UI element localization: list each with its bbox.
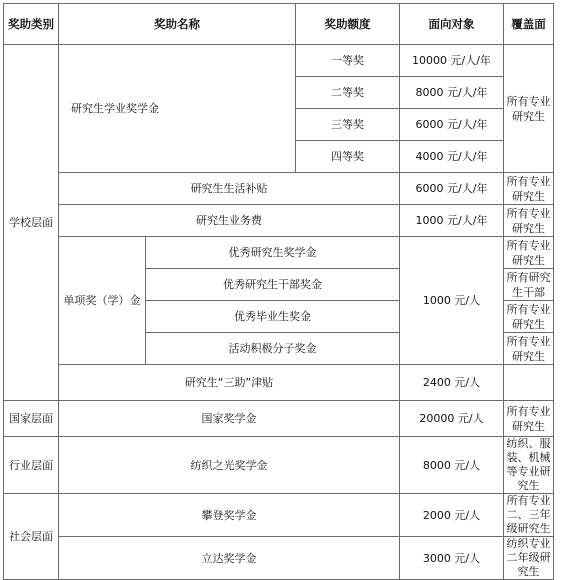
single-item-label: 优秀研究生奖学金 bbox=[146, 237, 400, 269]
national-name: 国家奖学金 bbox=[59, 401, 400, 437]
living-target: 所有专业研究生 bbox=[504, 173, 554, 205]
tier-label: 二等奖 bbox=[296, 77, 400, 109]
society-amount: 3000 元/人 bbox=[400, 537, 504, 580]
tier-amount: 8000 元/人/年 bbox=[400, 77, 504, 109]
national-amount: 20000 元/人 bbox=[400, 401, 504, 437]
tier-label: 一等奖 bbox=[296, 45, 400, 77]
service-amount: 1000 元/人/年 bbox=[400, 205, 504, 237]
society-target: 所有专业二、三年级研究生 bbox=[504, 494, 554, 537]
header-amount: 奖助额度 bbox=[296, 4, 400, 45]
society-amount: 2000 元/人 bbox=[400, 494, 504, 537]
header-category: 奖助类别 bbox=[4, 4, 59, 45]
header-coverage: 覆盖面 bbox=[504, 4, 554, 45]
academic-target: 所有专业研究生 bbox=[504, 45, 554, 173]
category-industry: 行业层面 bbox=[4, 437, 59, 494]
category-society: 社会层面 bbox=[4, 494, 59, 580]
single-award-amount: 1000 元/人 bbox=[400, 237, 504, 365]
sanzhu-target bbox=[504, 365, 554, 401]
service-target: 所有专业研究生 bbox=[504, 205, 554, 237]
header-name: 奖助名称 bbox=[59, 4, 296, 45]
service-name: 研究生业务费 bbox=[59, 205, 400, 237]
national-target: 所有专业研究生 bbox=[504, 401, 554, 437]
academic-name: 研究生学业奖学金 bbox=[59, 45, 296, 173]
single-item-label: 活动积极分子奖金 bbox=[146, 333, 400, 365]
society-name: 立达奖学金 bbox=[59, 537, 400, 580]
single-item-label: 优秀毕业生奖金 bbox=[146, 301, 400, 333]
single-item-target: 所有专业研究生 bbox=[504, 333, 554, 365]
category-school: 学校层面 bbox=[4, 45, 59, 401]
category-national: 国家层面 bbox=[4, 401, 59, 437]
living-amount: 6000 元/人/年 bbox=[400, 173, 504, 205]
industry-name: 纺织之光奖学金 bbox=[59, 437, 400, 494]
tier-amount: 4000 元/人/年 bbox=[400, 141, 504, 173]
scholarship-table bbox=[3, 3, 554, 580]
tier-amount: 6000 元/人/年 bbox=[400, 109, 504, 141]
industry-amount: 8000 元/人 bbox=[400, 437, 504, 494]
single-item-target: 所有专业研究生 bbox=[504, 301, 554, 333]
single-item-target: 所有专业研究生 bbox=[504, 237, 554, 269]
living-name: 研究生生活补贴 bbox=[59, 173, 400, 205]
industry-target: 纺织、服装、机械等专业研究生 bbox=[504, 437, 554, 494]
tier-label: 三等奖 bbox=[296, 109, 400, 141]
sanzhu-name: 研究生“三助”津贴 bbox=[59, 365, 400, 401]
society-target: 纺织专业二年级研究生 bbox=[504, 537, 554, 580]
single-award-name: 单项奖（学）金 bbox=[59, 237, 146, 365]
header-target: 面向对象 bbox=[400, 4, 504, 45]
tier-amount: 10000 元/人/年 bbox=[400, 45, 504, 77]
single-item-target: 所有研究生干部 bbox=[504, 269, 554, 301]
single-item-label: 优秀研究生干部奖金 bbox=[146, 269, 400, 301]
sanzhu-amount: 2400 元/人 bbox=[400, 365, 504, 401]
tier-label: 四等奖 bbox=[296, 141, 400, 173]
society-name: 攀登奖学金 bbox=[59, 494, 400, 537]
